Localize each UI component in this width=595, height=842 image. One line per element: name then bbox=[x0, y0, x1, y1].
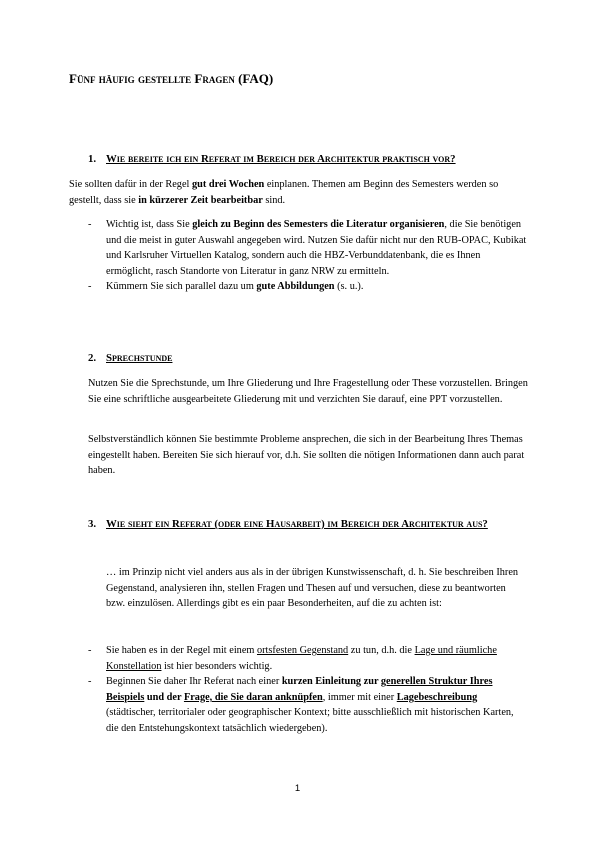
list-item-text bbox=[106, 219, 526, 277]
bullet-marker: - bbox=[88, 676, 92, 688]
section-1-title: Wie bereite ich ein Referat im Bereich der Architektur praktisch vor? bbox=[106, 153, 456, 165]
list-item-text bbox=[106, 676, 514, 734]
list-item bbox=[88, 643, 528, 674]
underlined-text: ortsfesten Gegenstand bbox=[256, 645, 349, 656]
text-run: einplanen. Themen am Beginn des Semesters werden so gestellt, dass sie bbox=[69, 179, 499, 206]
list-item bbox=[88, 674, 528, 736]
section-2-title: Sprechstunde bbox=[106, 352, 173, 364]
section-3-heading bbox=[88, 517, 528, 531]
text-run: Sie sollten dafür in der Regel bbox=[69, 179, 192, 190]
section-2-paragraph-1: Nutzen Sie die Sprechstunde, um Ihre Gliederung und Ihre Fragestellung oder These vorzustellen. Bringen Sie eine schriftliche ausgearbeitete Gliederung mit und verzichten Sie darauf, eine PPT vorzustellen. bbox=[88, 378, 528, 405]
text-run: , die Sie benötigen und die meist in guter Auswahl angegeben wird. Nutzen Sie dafür nicht nur den RUB-OPAC, Kubikat und Karlsruher Virtuellen Katalog, sondern auch die HBZ-Verbunddatenbank, die es Ihnen ermöglicht, rasch Standorte von Literatur in ganz NRW zu ermitteln. bbox=[106, 219, 527, 277]
section-1-number: 1. bbox=[88, 153, 97, 165]
bullet-marker: - bbox=[88, 281, 92, 293]
text-run: zu tun, d.h. die bbox=[348, 645, 415, 656]
text-run: Beginnen Sie daher Ihr Referat nach einer bbox=[106, 676, 282, 688]
list-item-text bbox=[106, 281, 363, 292]
text-run: ist hier besonders wichtig. bbox=[161, 660, 273, 672]
section-3-intro: … im Prinzip nicht viel anders aus als in der übrigen Kunstwissenschaft, d. h. Sie beschreiben Ihren Gegenstand, analysieren ihn, stellen Fragen und Thesen auf und versuchen, diese zu beantworten bzw. einzulösen. Allerdings gibt es ein paar Besonderheiten, auf die zu achten ist: bbox=[106, 567, 519, 610]
list-item bbox=[88, 217, 528, 279]
bold-underlined-text: generellen Struktur Ihres Beispiels bbox=[106, 676, 493, 703]
text-run: , immer mit einer bbox=[322, 691, 397, 703]
bold-underlined-text: Frage, die Sie daran anknüpfen bbox=[183, 691, 323, 703]
section-3-bullet-list bbox=[88, 643, 528, 737]
text-run: (s. u.). bbox=[334, 281, 364, 293]
section-1-bullet-list bbox=[88, 217, 528, 295]
section-2-heading bbox=[88, 351, 528, 365]
section-3-title: Wie sieht ein Referat (oder eine Hausarbeit) im Bereich der Architektur aus? bbox=[106, 518, 488, 530]
document-title: Fünf häufig gestellte Fragen (FAQ) bbox=[69, 71, 274, 86]
list-item-text bbox=[106, 645, 497, 672]
text-run: sind. bbox=[262, 194, 286, 206]
bold-text: kurzen Einleitung zur bbox=[281, 676, 381, 688]
bullet-marker: - bbox=[88, 645, 92, 656]
bullet-marker: - bbox=[88, 219, 92, 230]
section-1-heading bbox=[88, 152, 528, 166]
text-run: Wichtig ist, dass Sie bbox=[106, 219, 193, 230]
text-run: Kümmern Sie sich parallel dazu um bbox=[106, 281, 257, 293]
underlined-text: Lage und räumliche Konstellation bbox=[106, 645, 497, 672]
text-run: (städtischer, territorialer oder geographischer Kontext; bitte ausschließlich mit historischen Karten, die den Entstehungskontext tatsächlich wiedergeben). bbox=[106, 707, 514, 734]
bold-underlined-text: Lagebeschreibung bbox=[396, 691, 478, 703]
text-run: Sie haben es in der Regel mit einem bbox=[106, 645, 257, 656]
section-2-paragraph-2: Selbstverständlich können Sie bestimmte Probleme ansprechen, die sich in der Bearbeitung Ihres Themas eingestellt haben. Bereiten Sie sich hierauf vor, d.h. Sie sollten die nötigen Informationen dann auch parat haben. bbox=[88, 434, 525, 477]
bold-text: gut drei Wochen bbox=[191, 179, 265, 190]
list-item bbox=[88, 279, 528, 295]
bold-text: in kürzerer Zeit bearbeitbar bbox=[138, 194, 263, 206]
bold-text: gute Abbildungen bbox=[256, 281, 335, 293]
bold-text: und der bbox=[144, 691, 184, 703]
page-number: 1 bbox=[294, 783, 301, 794]
section-1-intro bbox=[69, 177, 527, 208]
section-2-number: 2. bbox=[88, 352, 97, 364]
bold-text: gleich zu Beginn des Semesters die Literatur organisieren bbox=[192, 219, 445, 230]
section-3-number: 3. bbox=[88, 518, 97, 530]
